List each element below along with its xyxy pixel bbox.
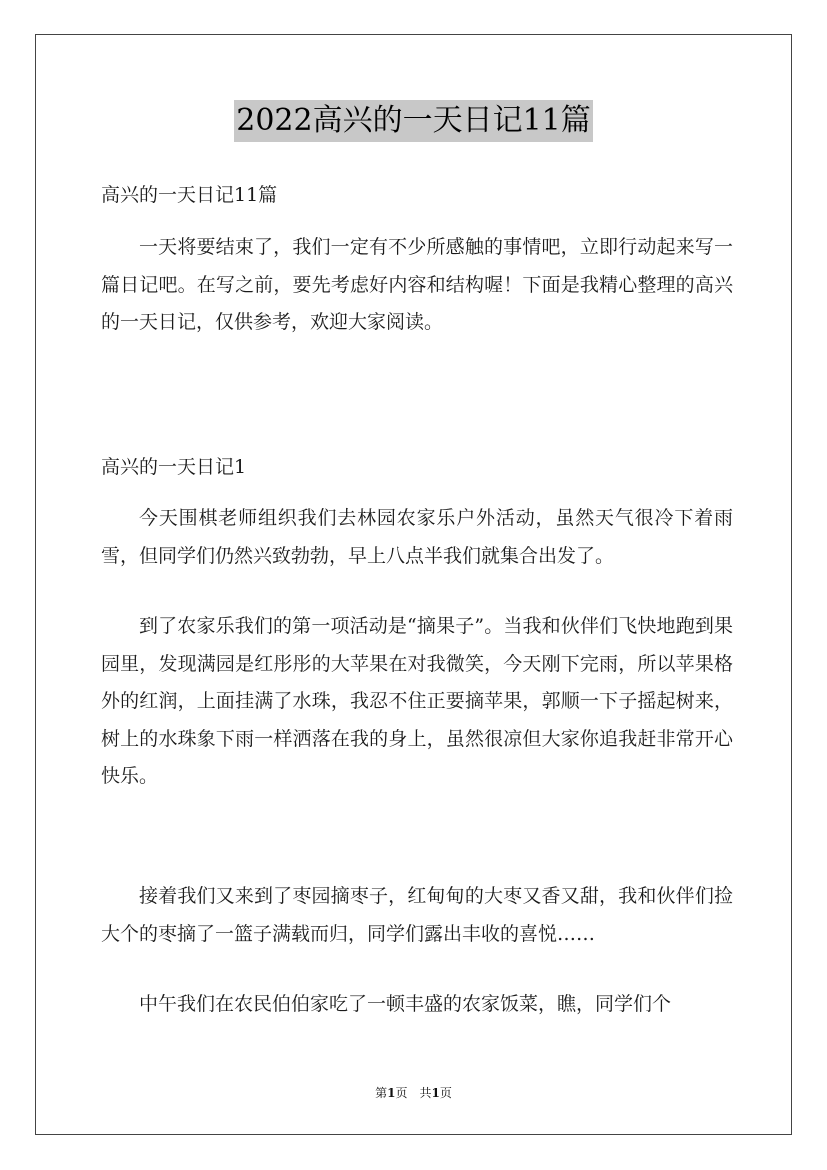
footer-current-page: 1 [387,1086,396,1100]
footer-total-pages: 1 [431,1086,440,1100]
page-footer [0,1085,827,1101]
title-container [0,100,827,142]
paragraph-2: 到了农家乐我们的第一项活动是“摘果子”。当我和伙伴们飞快地跑到果园里，发现满园是红彤彤的大苹果在对我微笑，今天刚下完雨，所以苹果格外的红润，上面挂满了水珠，我忍不住正要摘苹果，郭顺一下子摇起树来，树上的水珠象下雨一样洒落在我的身上，虽然很凉但大家你追我赶非常开心快乐。 [101,615,733,788]
footer-prefix: 第 [375,1086,388,1100]
section-heading: 高兴的一天日记1 [101,456,247,478]
document-title: 2022高兴的一天日记11篇 [234,100,593,142]
paragraph-1: 今天围棋老师组织我们去林园农家乐户外活动，虽然天气很冷下着雨雪，但同学们仍然兴致勃勃，早上八点半我们就集合出发了。 [101,507,733,567]
footer-suffix: 页 [439,1086,452,1100]
footer-mid: 页 共 [395,1086,432,1100]
document-subtitle: 高兴的一天日记11篇 [101,184,278,206]
paragraph-4: 中午我们在农民伯伯家吃了一顿丰盛的农家饭菜，瞧，同学们个 [139,993,672,1015]
intro-paragraph: 一天将要结束了，我们一定有不少所感触的事情吧，立即行动起来写一篇日记吧。在写之前，要先考虑好内容和结构喔！下面是我精心整理的高兴的一天日记，仅供参考，欢迎大家阅读。 [101,236,733,334]
paragraph-3: 接着我们又来到了枣园摘枣子，红甸甸的大枣又香又甜，我和伙伴们捡大个的枣摘了一篮子满载而归，同学们露出丰收的喜悦…… [101,885,733,945]
